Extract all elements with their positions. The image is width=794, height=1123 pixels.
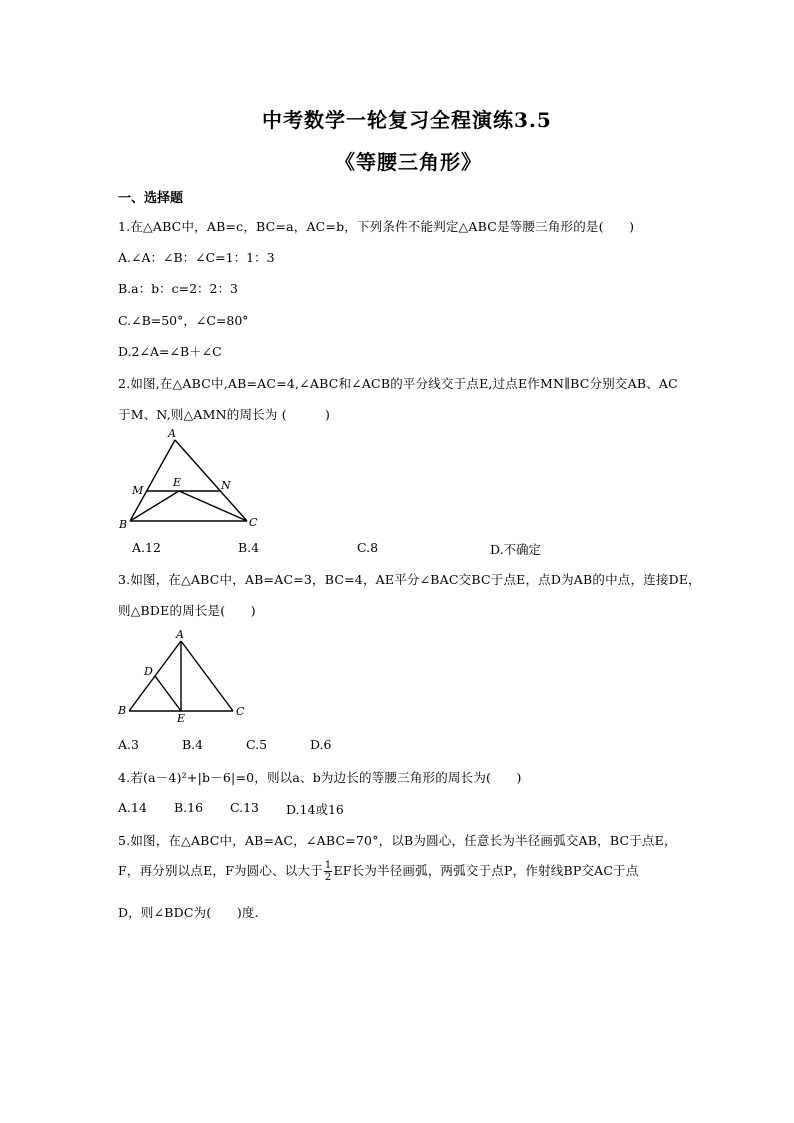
- q2-option-a: A.12: [132, 540, 161, 555]
- section-heading: 一、选择题: [118, 191, 184, 206]
- q5-line3: D，则∠BDC为( )度.: [118, 905, 259, 920]
- q2-label-n: N: [221, 479, 231, 492]
- q3-stem-line2: 则△BDE的周长是( ): [118, 603, 256, 618]
- q5-fraction: [324, 860, 333, 883]
- q3-label-e: E: [177, 712, 186, 725]
- q1-option-d: D.2∠A=∠B＋∠C: [118, 344, 222, 359]
- q5-line1: 5.如图，在△ABC中，AB=AC，∠ABC=70°，以B为圆心，任意长为半径画弧交AB，BC于点E，: [118, 833, 677, 848]
- q2-bisector-ce: [179, 491, 247, 521]
- q3-option-a: A.3: [118, 737, 139, 752]
- q3-label-b: B: [118, 704, 127, 717]
- q5-line2-post: EF长为半径画弧，两弧交于点P，作射线BP交AC于点: [333, 863, 639, 878]
- q4-stem: 4.若(a－4)²+|b－6|=0，则以a、b为边长的等腰三角形的周长为( ): [118, 770, 522, 785]
- q1-option-b: B.a：b：c=2：2：3: [118, 281, 238, 296]
- q2-side-ab: [130, 440, 175, 521]
- q3-option-c: C.5: [246, 737, 268, 752]
- q2-label-c: C: [249, 516, 258, 529]
- q4-option-b: B.16: [174, 800, 204, 815]
- q5-frac-den: 2: [324, 872, 332, 883]
- q2-label-e: E: [173, 476, 182, 489]
- q3-label-d: D: [144, 665, 153, 678]
- q1-stem: 1.在△ABC中，AB=c，BC=a，AC=b，下列条件不能判定△ABC是等腰三角形的是( ): [118, 219, 635, 234]
- q3-label-c: C: [236, 705, 245, 718]
- q2-option-b: B.4: [238, 540, 260, 555]
- q2-side-ac: [175, 440, 247, 521]
- q1-option-c: C.∠B=50°，∠C=80°: [118, 313, 249, 328]
- page-subtitle: 《等腰三角形》: [335, 150, 482, 174]
- page-title: 中考数学一轮复习全程演练3.5: [262, 108, 552, 132]
- q2-option-c: C.8: [357, 540, 379, 555]
- q4-option-a: A.14: [118, 800, 147, 815]
- q3-stem-line1: 3.如图，在△ABC中，AB=AC=3，BC=4，AE平分∠BAC交BC于点E，点D为AB的中点，连接DE，: [118, 572, 701, 587]
- q3-label-a: A: [176, 628, 184, 641]
- q2-label-m: M: [132, 484, 144, 497]
- q5-frac-num: 1: [324, 860, 332, 871]
- q5-line2-pre: F，再分别以点E，F为圆心、以大于: [118, 863, 323, 878]
- q2-stem-line2: 于M、N,则△AMN的周长为 ( ): [118, 407, 331, 422]
- q3-side-ac: [181, 641, 233, 711]
- q3-segment-de: [155, 676, 181, 711]
- q2-label-a: A: [168, 427, 176, 440]
- q3-option-b: B.4: [182, 737, 204, 752]
- q2-label-b: B: [119, 518, 128, 531]
- q4-option-d: D.14或16: [286, 802, 344, 817]
- q5-line2: [118, 860, 639, 883]
- q2-figure: [115, 423, 265, 535]
- q4-option-c: C.13: [230, 800, 259, 815]
- q1-option-a: A.∠A：∠B：∠C=1：1：3: [118, 250, 275, 265]
- q2-option-d: D.不确定: [490, 542, 542, 557]
- q2-stem-line1: 2.如图,在△ABC中,AB=AC=4,∠ABC和∠ACB的平分线交于点E,过点E作MN∥BC分别交AB、AC: [118, 376, 678, 391]
- q3-option-d: D.6: [310, 737, 332, 752]
- q3-figure: [115, 627, 250, 727]
